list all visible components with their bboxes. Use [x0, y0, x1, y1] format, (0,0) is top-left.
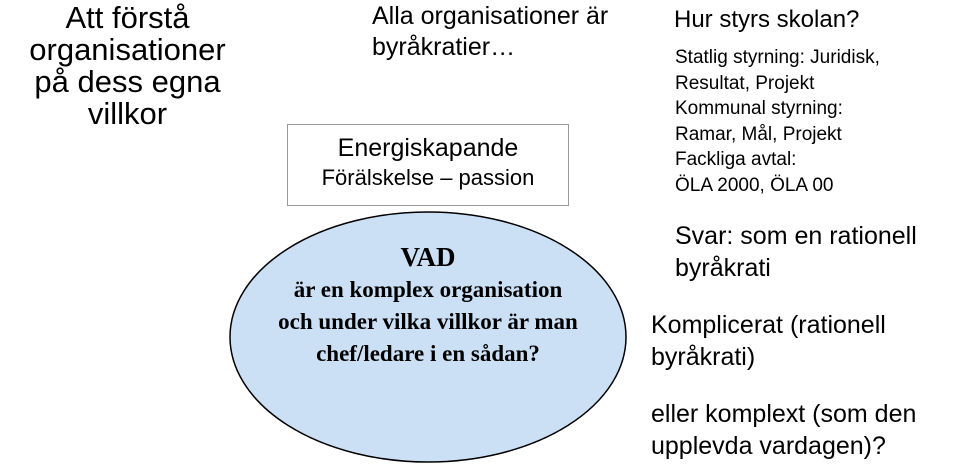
complicated-line: Komplicerat (rationell	[651, 311, 886, 339]
main-title-line: villkor	[87, 96, 168, 131]
energy-box-subtitle: Förälskelse – passion	[321, 165, 535, 190]
top-statement	[372, 1, 608, 63]
energy-box-title: Energiskapande	[337, 134, 519, 162]
governance-detail-line: Ramar, Mål, Projekt	[675, 123, 842, 145]
ellipse-line: är en komplex organisation	[293, 277, 563, 302]
top-statement-line: byråkratier…	[372, 33, 516, 61]
governance-detail-line: Fackliga avtal:	[675, 149, 797, 170]
energy-box	[287, 124, 569, 206]
main-title	[0, 2, 255, 130]
main-title-line: på dess egna	[34, 64, 221, 99]
ellipse-text	[232, 240, 624, 370]
complicated-line: byråkrati)	[651, 343, 756, 371]
ellipse-line: och under vilka villkor är man	[278, 309, 578, 334]
top-statement-line: Alla organisationer är	[372, 2, 609, 30]
ellipse-heading: VAD	[400, 242, 456, 272]
answer-text	[675, 220, 917, 284]
governance-question: Hur styrs skolan?	[674, 6, 860, 33]
complicated-text	[651, 309, 886, 373]
main-title-line: organisationer	[29, 32, 226, 67]
governance-detail-line: Resultat, Projekt	[675, 72, 815, 94]
complex-line: eller komplext (som den	[651, 400, 917, 428]
main-title-line: Att förstå	[65, 0, 190, 35]
governance-details	[675, 45, 880, 198]
governance-detail-line: Kommunal styrning:	[675, 98, 843, 119]
answer-line: byråkrati	[675, 254, 771, 282]
governance-detail-line: Statlig styrning: Juridisk,	[675, 47, 880, 68]
answer-line: Svar: som en rationell	[675, 222, 917, 250]
ellipse-line: chef/ledare i en sådan?	[316, 341, 540, 366]
complex-text	[651, 398, 916, 462]
governance-detail-line: ÖLA 2000, ÖLA 00	[675, 174, 834, 196]
complex-line: upplevda vardagen)?	[651, 432, 886, 460]
